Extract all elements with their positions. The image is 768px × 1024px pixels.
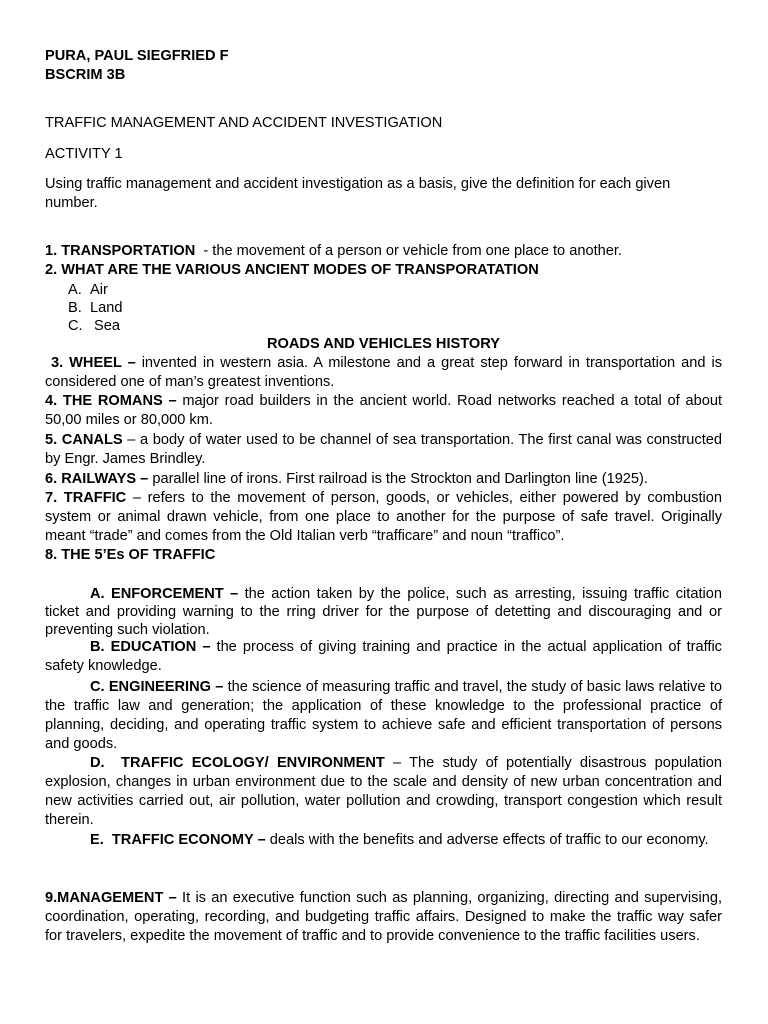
list-item [68, 317, 120, 335]
es-education [45, 638, 722, 676]
course-title: TRAFFIC MANAGEMENT AND ACCIDENT INVESTIGATION [45, 115, 443, 131]
list-letter: B. [68, 300, 82, 316]
student-section: BSCRIM 3B [45, 67, 126, 83]
term: E. TRAFFIC ECONOMY – [90, 832, 266, 848]
definition: the action taken by the police, such as arresting, issuing traffic citation ticket and providing warning to the rring driver for the purpose of detetting and discouraging and or preventing such violation. [45, 586, 722, 638]
item-traffic [45, 489, 722, 546]
list-label: Sea [94, 318, 120, 334]
separator: - [195, 243, 213, 259]
term: C. ENGINEERING – [90, 679, 224, 695]
section-title: ROADS AND VEHICLES HISTORY [267, 336, 500, 352]
item-management [45, 889, 722, 946]
es-ecology [45, 754, 722, 830]
definition: the movement of a person or vehicle from one place to another. [212, 243, 622, 259]
definition: – The study of potentially disastrous population explosion, changes in urban environment due to the scale and density of new urban concentration and new activities carried out, air pollution, water pollution and crowding, transport congestion which result therein. [45, 755, 722, 828]
term: 1. TRANSPORTATION [45, 243, 196, 259]
activity-title: ACTIVITY 1 [45, 146, 123, 162]
item-canals [45, 431, 722, 469]
term: 3. WHEEL – [51, 355, 136, 371]
list-item [68, 281, 108, 299]
list-letter: A. [68, 282, 82, 298]
item-romans [45, 392, 722, 430]
list-label: Air [90, 282, 108, 298]
list-letter: C. [68, 318, 83, 334]
list-label: Land [90, 300, 123, 316]
es-economy [45, 831, 722, 850]
instructions: Using traffic management and accident investigation as a basis, give the definition for each given number. [45, 176, 671, 211]
definition: It is an executive function such as planning, organizing, directing and supervising, coordination, operating, recording, and budgeting traffic affairs. Designed to make the traffic way safer for travelers, expedite the movement of traffic and to provide convenience to the traffic facilities users. [45, 890, 723, 944]
es-enforcement [45, 585, 722, 639]
list-item [68, 299, 122, 317]
definition: parallel line of irons. First railroad is the Strockton and Darlington line (1925). [148, 471, 648, 487]
definition: the process of giving training and practice in the actual application of traffic safety knowledge. [45, 639, 722, 674]
term: A. ENFORCEMENT – [90, 586, 239, 602]
term: 7. TRAFFIC [45, 490, 127, 506]
es-heading: 8. THE 5’Es OF TRAFFIC [45, 547, 216, 563]
es-engineering [45, 678, 722, 754]
term: 9.MANAGEMENT – [45, 890, 177, 906]
term: B. EDUCATION – [90, 639, 211, 655]
item-transportation [45, 242, 722, 261]
student-name: PURA, PAUL SIEGFRIED F [45, 48, 229, 64]
term: D. TRAFFIC ECOLOGY/ ENVIRONMENT [90, 755, 385, 771]
definition: deals with the benefits and adverse effects of traffic to our economy. [265, 832, 709, 848]
definition: – a body of water used to be channel of sea transportation. The first canal was constructed by Engr. James Brindley. [45, 432, 722, 467]
definition: – refers to the movement of person, goods, or vehicles, either powered by combustion system or animal drawn vehicle, from one place to another for the purpose of safe travel. Originally meant “trade” and comes from the Old Italian verb “trafficare” and noun “traffico”. [45, 490, 722, 544]
definition: the science of measuring traffic and travel, the study of basic laws relative to the traffic law and generation; the application of these knowledge to the professional practice of planning, deciding, and operating traffic system to achieve safe and efficient transportation of persons and goods. [45, 679, 722, 752]
item-wheel [45, 354, 722, 392]
definition: major road builders in the ancient world. Road networks reached a total of about 50,00 miles or 80,000 km. [45, 393, 722, 428]
modes-heading: 2. WHAT ARE THE VARIOUS ANCIENT MODES OF TRANSPORATATION [45, 262, 539, 278]
term: 4. THE ROMANS – [45, 393, 177, 409]
term: 6. RAILWAYS – [45, 471, 149, 487]
term: 5. CANALS [45, 432, 123, 448]
definition: invented in western asia. A milestone and a great step forward in transportation and is considered one of man’s greatest inventions. [45, 355, 722, 390]
item-railways [45, 470, 722, 489]
